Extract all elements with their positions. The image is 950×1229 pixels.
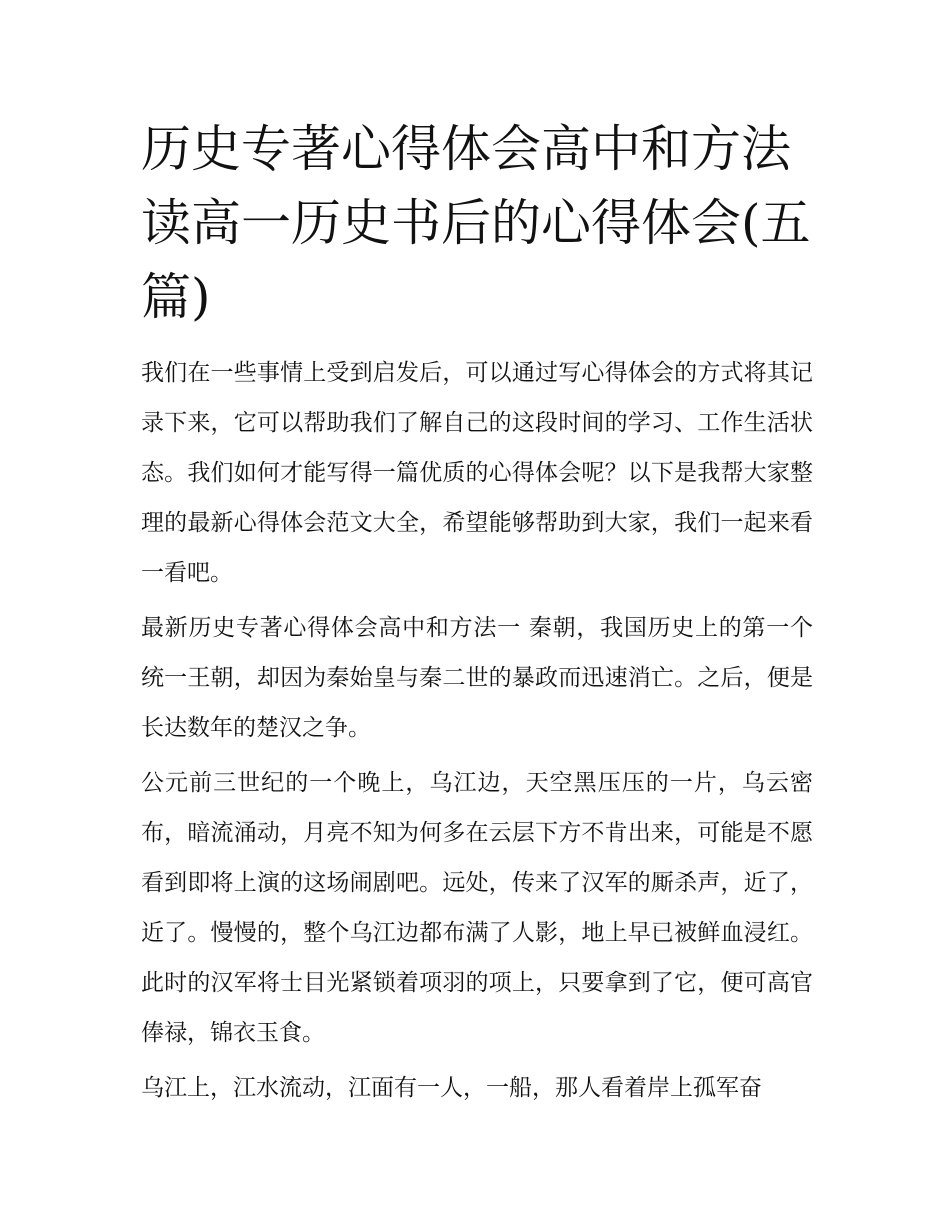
body-paragraph-2: 公元前三世纪的一个晚上，乌江边，天空黑压压的一片，乌云密布，暗流涌动，月亮不知为何多在云层下方不肯出来，可能是不愿看到即将上演的这场闹剧吧。远处，传来了汉军的厮杀声，近了，近了。慢慢的，整个乌江边都布满了人影，地上早已被鲜血浸红。此时的汉军将士目光紧锁着项羽的项上，只要拿到了它，便可高官俸禄，锦衣玉食。 — [141, 770, 813, 1046]
body-paragraph-3: 乌江上，江水流动，江面有一人，一船，那人看着岸上孤军奋 — [141, 1075, 762, 1101]
intro-paragraph: 我们在一些事情上受到启发后，可以通过写心得体会的方式将其记录下来，它可以帮助我们了解自己的这段时间的学习、工作生活状态。我们如何才能写得一篇优质的心得体会呢？以下是我帮大家整理的最新心得体会范文大全，希望能够帮助到大家，我们一起来看一看吧。 — [141, 360, 813, 586]
document-title: 历史专著心得体会高中和方法读高一历史书后的心得体会(五篇) — [141, 120, 811, 326]
body-paragraph-1: 最新历史专著心得体会高中和方法一 秦朝，我国历史上的第一个统一王朝，却因为秦始皇与秦二世的暴政而迅速消亡。之后，便是长达数年的楚汉之争。 — [141, 615, 813, 741]
document-page — [141, 112, 813, 1118]
